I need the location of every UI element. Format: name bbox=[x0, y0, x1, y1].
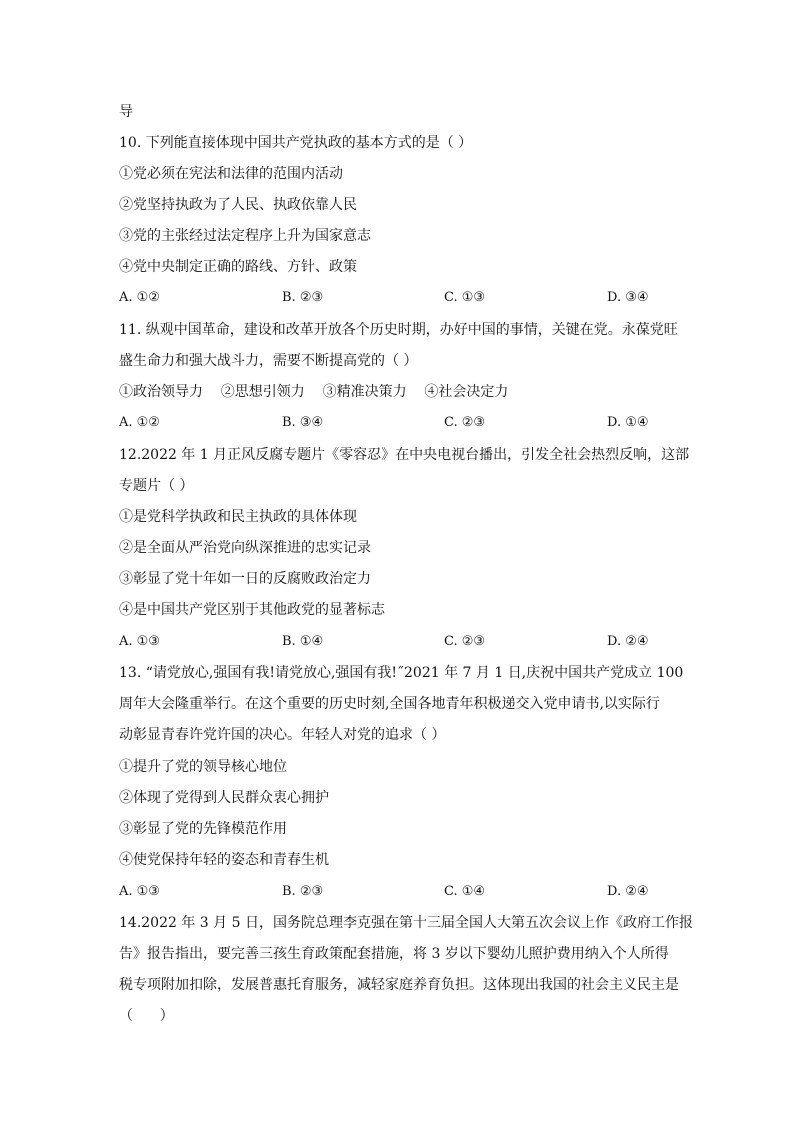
option-d: D. ②④ bbox=[607, 884, 649, 899]
question-12-item-4: ④是中国共产党区别于其他政党的显著标志 bbox=[119, 602, 385, 618]
option-b: B. ③④ bbox=[282, 415, 324, 430]
option-c: C. ②③ bbox=[444, 634, 486, 649]
question-11-items: ①政治领导力 ②思想引领力 ③精准决策力 ④社会决定力 bbox=[119, 384, 509, 400]
question-10-item-3: ③党的主张经过法定程序上升为国家意志 bbox=[119, 228, 371, 244]
option-c: C. ②③ bbox=[444, 415, 486, 430]
question-14-stem-line-3: 税专项附加扣除，发展普惠托育服务，减轻家庭养育负担。这体现出我国的社会主义民主是 bbox=[119, 977, 679, 993]
option-d: D. ③④ bbox=[607, 290, 649, 305]
question-12-options bbox=[119, 633, 679, 651]
option-a: A. ①② bbox=[119, 290, 160, 305]
question-10-item-2: ②党坚持执政为了人民、执政依靠人民 bbox=[119, 197, 357, 213]
question-13-stem-line-1: 13. “请党放心,强国有我!请党放心,强国有我!˝2021 年 7 月 1 日,庆祝中国共产党成立 100 bbox=[119, 665, 684, 681]
option-c: C. ①③ bbox=[444, 290, 486, 305]
question-11-stem-line-2: 盛生命力和强大战斗力，需要不断提高党的（ ） bbox=[119, 353, 418, 369]
option-c: C. ①④ bbox=[444, 884, 486, 899]
question-13-stem-line-2: 周年大会隆重举行。在这个重要的历史时刻,全国各地青年积极递交入党申请书,以实际行 bbox=[119, 696, 660, 712]
option-b: B. ①④ bbox=[282, 634, 324, 649]
question-12-stem-line-1: 12.2022 年 1 月正风反腐专题片《零容忍》在中央电视台播出，引发全社会热烈反响，这部 bbox=[119, 447, 690, 463]
question-12-stem-line-2: 专题片（ ） bbox=[119, 478, 194, 494]
question-13-item-4: ④使党保持年轻的姿态和青春生机 bbox=[119, 852, 329, 868]
option-b: B. ②③ bbox=[282, 884, 324, 899]
question-12-item-1: ①是党科学执政和民主执政的具体体现 bbox=[119, 509, 357, 525]
question-13-item-1: ①提升了党的领导核心地位 bbox=[119, 759, 287, 775]
question-11-options bbox=[119, 414, 679, 432]
question-13-stem-line-3: 动彰显青春许党许国的决心。年轻人对党的追求（ ） bbox=[119, 727, 446, 743]
question-10-options bbox=[119, 289, 679, 307]
question-14-stem-line-2: 告》报告指出，要完善三孩生育政策配套措施，将 3 岁以下婴幼儿照护费用纳入个人所得 bbox=[119, 946, 669, 962]
option-a: A. ①② bbox=[119, 415, 160, 430]
question-14-stem-line-4: （ ） bbox=[119, 1008, 174, 1024]
question-13-item-3: ③彰显了党的先锋模范作用 bbox=[119, 821, 287, 837]
question-12-item-3: ③彰显了党十年如一日的反腐败政治定力 bbox=[119, 571, 371, 587]
question-12-item-2: ②是全面从严治党向纵深推进的忠实记录 bbox=[119, 540, 371, 556]
question-13-options bbox=[119, 883, 679, 901]
option-d: D. ②④ bbox=[607, 634, 649, 649]
question-10-item-1: ①党必须在宪法和法律的范围内活动 bbox=[119, 166, 343, 182]
option-a: A. ①③ bbox=[119, 884, 160, 899]
option-b: B. ②③ bbox=[282, 290, 324, 305]
question-13-item-2: ②体现了党得到人民群众衷心拥护 bbox=[119, 790, 329, 806]
text-line-continuation: 导 bbox=[119, 104, 133, 120]
option-d: D. ①④ bbox=[607, 415, 649, 430]
option-a: A. ①③ bbox=[119, 634, 160, 649]
question-11-stem-line-1: 11. 纵观中国革命，建设和改革开放各个历史时期，办好中国的事情，关键在党。永葆党旺 bbox=[119, 322, 678, 338]
question-10-item-4: ④党中央制定正确的路线、方针、政策 bbox=[119, 259, 357, 275]
question-10-stem: 10. 下列能直接体现中国共产党执政的基本方式的是（ ） bbox=[119, 135, 473, 151]
question-14-stem-line-1: 14.2022 年 3 月 5 日，国务院总理李克强在第十三届全国人大第五次会议上作《政府工作报 bbox=[119, 915, 693, 931]
